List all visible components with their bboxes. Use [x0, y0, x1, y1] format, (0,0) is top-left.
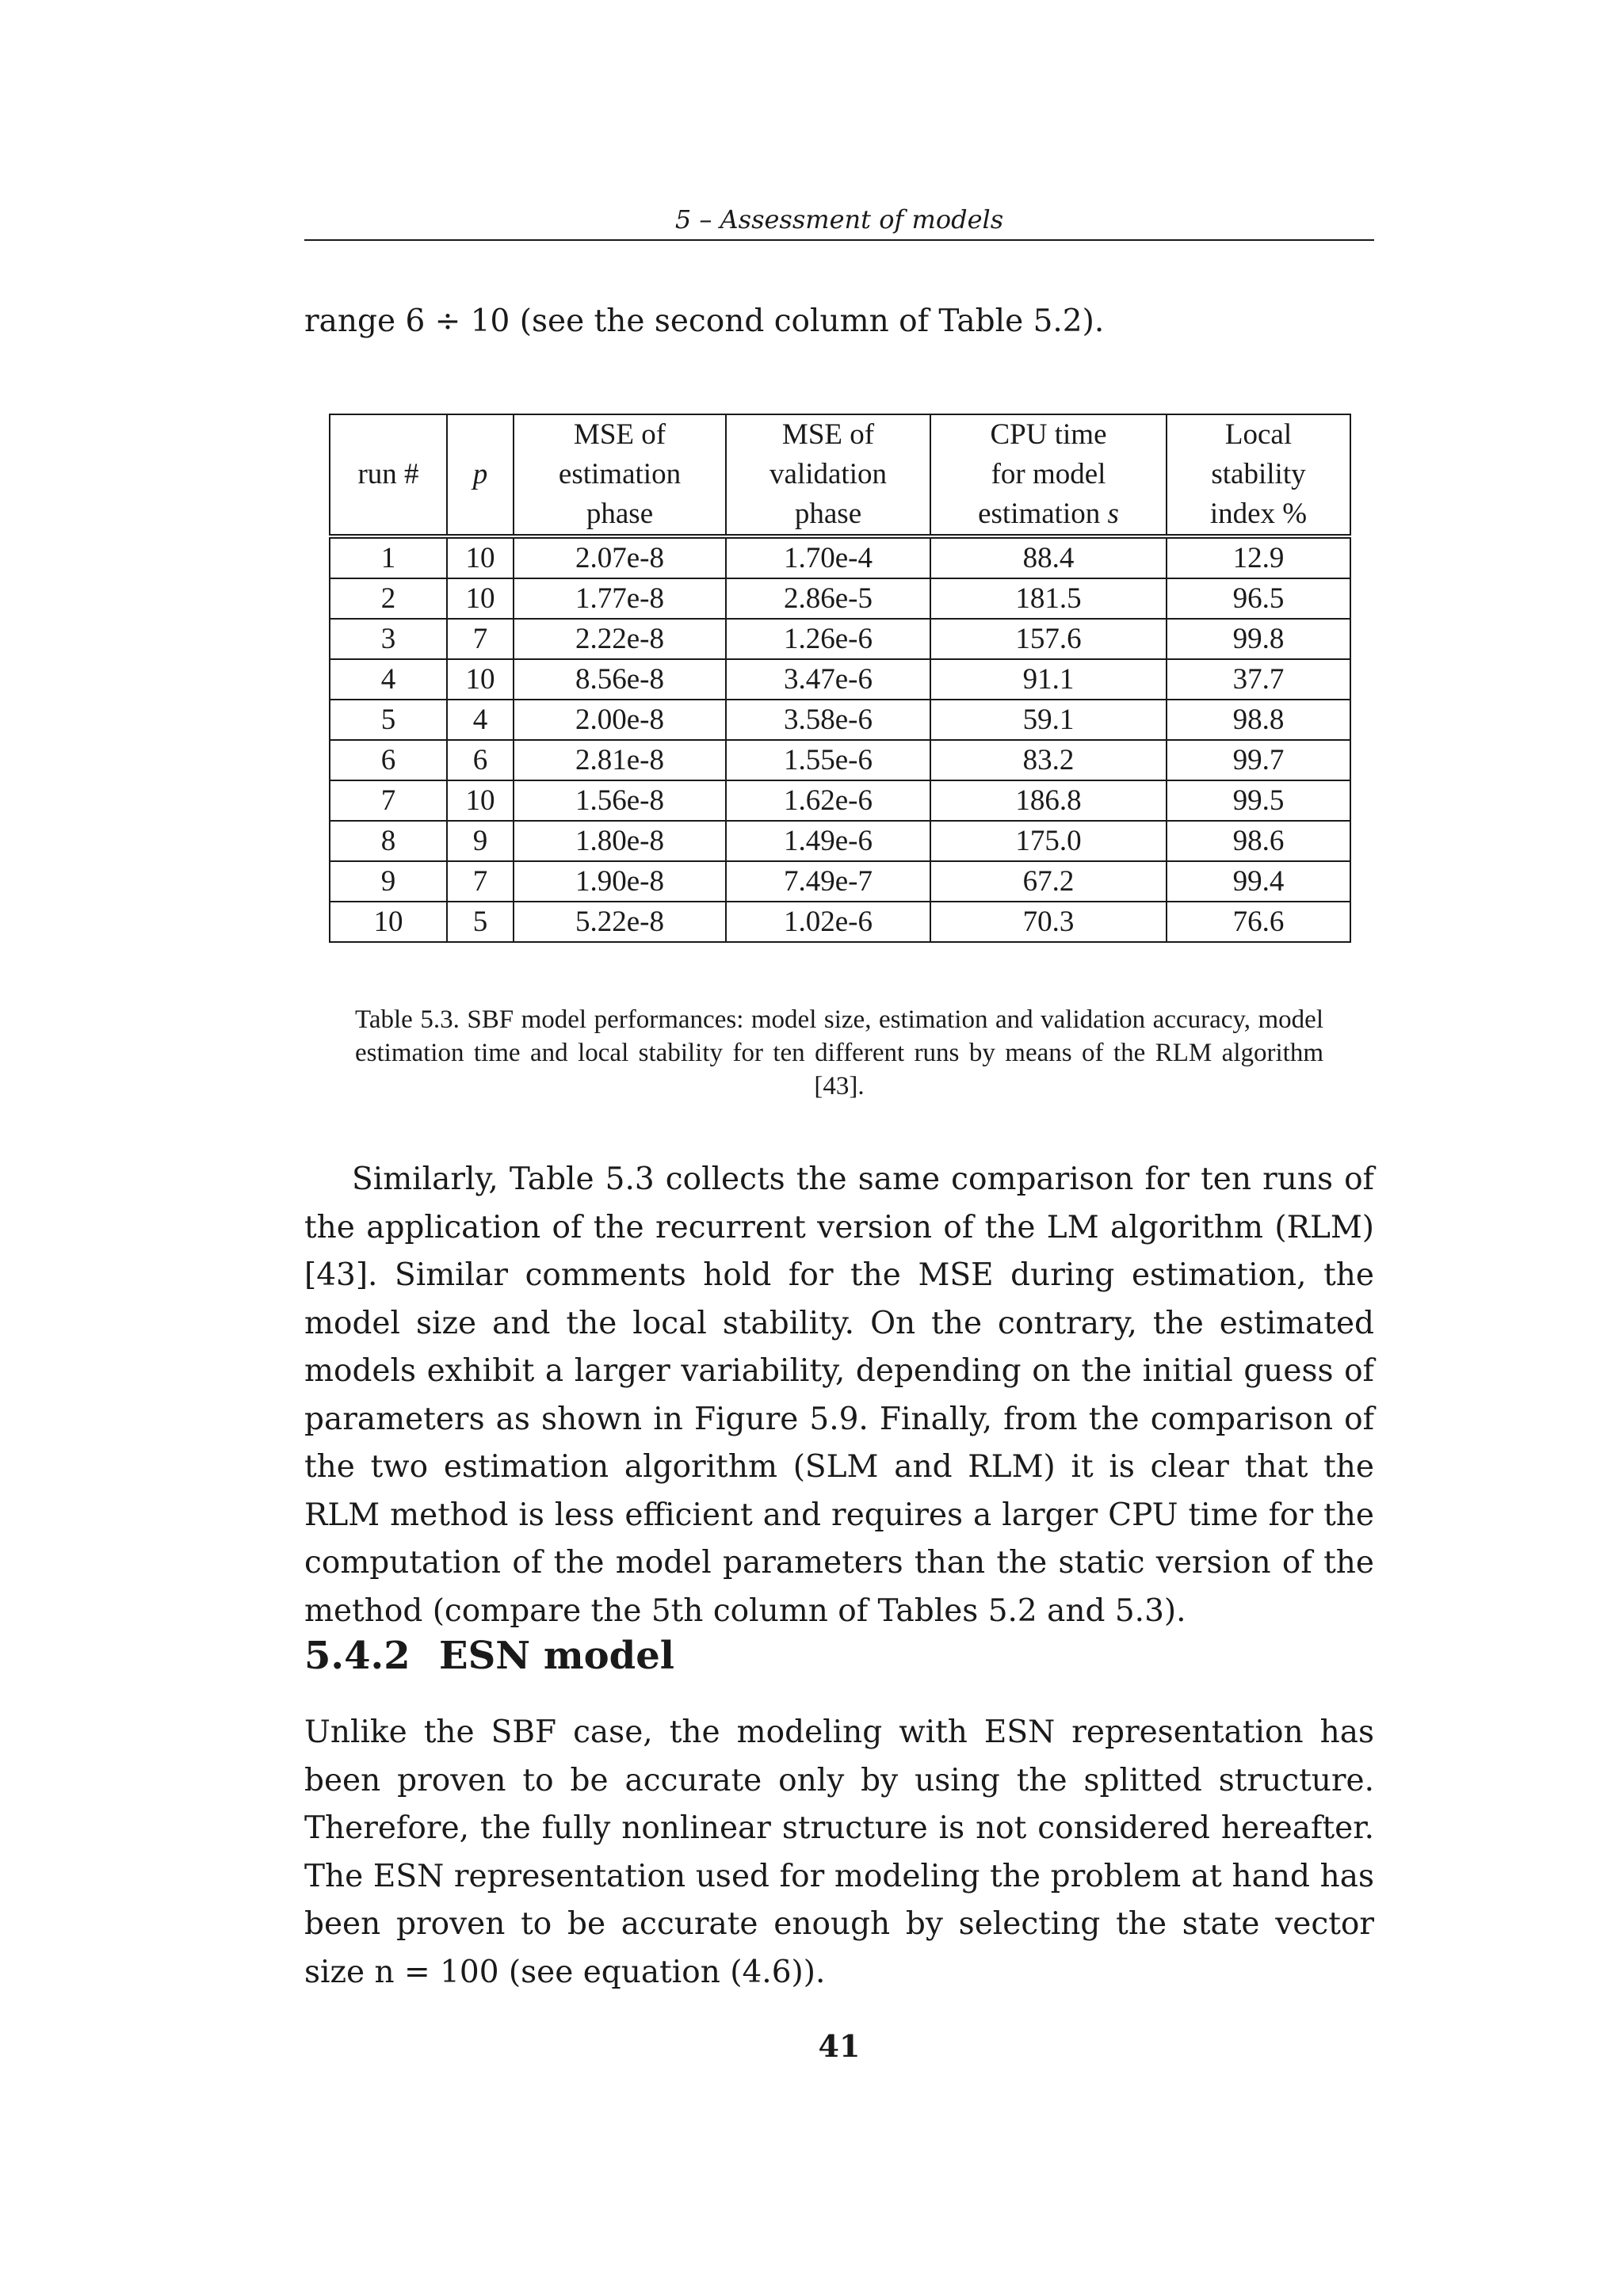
column-header — [330, 414, 447, 536]
table-cell: 1.56e-8 — [514, 780, 726, 821]
page-number: 41 — [818, 2028, 861, 2064]
table-row — [330, 536, 1350, 578]
table-cell: 99.7 — [1167, 740, 1350, 780]
table-row — [330, 902, 1350, 942]
table-cell: 157.6 — [930, 619, 1167, 659]
table-cell: 2.00e-8 — [514, 700, 726, 740]
table-cell: 3.58e-6 — [726, 700, 930, 740]
table-cell: 4 — [447, 700, 514, 740]
column-header — [447, 414, 514, 536]
table-cell: 7 — [330, 780, 447, 821]
table-cell: 10 — [447, 659, 514, 700]
column-header-line: validation — [769, 458, 887, 490]
column-header-line: run # — [357, 458, 419, 490]
table-cell: 181.5 — [930, 578, 1167, 619]
table-cell: 96.5 — [1167, 578, 1350, 619]
table-cell: 10 — [447, 780, 514, 821]
table-cell: 8 — [330, 821, 447, 861]
table-cell: 1.62e-6 — [726, 780, 930, 821]
table-cell: 83.2 — [930, 740, 1167, 780]
paragraph: Similarly, Table 5.3 collects the same comparison for ten runs of the application of the recurrent version of the LM algorithm (RLM) [43]. Similar comments hold for the MSE during estimation, the model size and the local stability. On the contrary, the estimated models exhibit a larger variability, depending on the initial guess of parameters as shown in Figure 5.9. Finally, from the comparison of the two estimation algorithm (SLM and RLM) it is clear that the RLM method is less efficient and requires a larger CPU time for the computation of the model parameters than the static version of the method (compare the 5th column of Tables 5.2 and 5.3). — [304, 1161, 1374, 1629]
table-cell: 8.56e-8 — [514, 659, 726, 700]
table-cell: 1.49e-6 — [726, 821, 930, 861]
table-row — [330, 740, 1350, 780]
table-cell: 6 — [330, 740, 447, 780]
column-header-line: MSE of — [573, 418, 666, 451]
table-row — [330, 619, 1350, 659]
table-cell: 99.4 — [1167, 861, 1350, 902]
table-cell: 1.26e-6 — [726, 619, 930, 659]
column-header — [930, 414, 1167, 536]
table-cell: 99.5 — [1167, 780, 1350, 821]
table-cell: 3.47e-6 — [726, 659, 930, 700]
table-cell: 2.86e-5 — [726, 578, 930, 619]
table-cell: 5.22e-8 — [514, 902, 726, 942]
table-row — [330, 780, 1350, 821]
table-cell: 4 — [330, 659, 447, 700]
table-row — [330, 659, 1350, 700]
table-cell: 3 — [330, 619, 447, 659]
running-header: 5 – Assessment of models — [674, 204, 1004, 235]
table-cell: 1.70e-4 — [726, 536, 930, 578]
column-header-line: phase — [586, 498, 654, 530]
table-cell: 88.4 — [930, 536, 1167, 578]
table-row — [330, 821, 1350, 861]
table-row — [330, 578, 1350, 619]
table-cell: 67.2 — [930, 861, 1167, 902]
table-cell: 7 — [447, 861, 514, 902]
column-header — [1167, 414, 1350, 536]
table-row — [330, 861, 1350, 902]
table-cell: 59.1 — [930, 700, 1167, 740]
table-cell: 2.81e-8 — [514, 740, 726, 780]
table-cell: 10 — [447, 578, 514, 619]
table-cell: 6 — [447, 740, 514, 780]
table-cell: 12.9 — [1167, 536, 1350, 578]
table-cell: 91.1 — [930, 659, 1167, 700]
column-header-line: MSE of — [781, 418, 875, 451]
column-header-line: Local — [1224, 418, 1293, 451]
column-header-line: stability — [1211, 458, 1306, 490]
table-cell: 1.90e-8 — [514, 861, 726, 902]
table-cell: 76.6 — [1167, 902, 1350, 942]
table-row — [330, 700, 1350, 740]
lead-line: range 6 ÷ 10 (see the second column of Table 5.2). — [304, 303, 1105, 339]
table-body — [330, 536, 1350, 942]
table-cell: 5 — [447, 902, 514, 942]
column-header-line: CPU time — [990, 418, 1107, 451]
table-cell: 1.02e-6 — [726, 902, 930, 942]
results-table — [329, 414, 1351, 943]
section-title: ESN model — [439, 1634, 674, 1678]
table-cell: 1.77e-8 — [514, 578, 726, 619]
table-caption: Table 5.3. SBF model performances: model size, estimation and validation accuracy, model estimation time and local stability for ten different runs by means of the RLM algorithm [43]. — [355, 1005, 1323, 1100]
table-cell: 9 — [447, 821, 514, 861]
column-header — [726, 414, 930, 536]
table-cell: 1 — [330, 536, 447, 578]
table-cell: 98.8 — [1167, 700, 1350, 740]
table-cell: 10 — [447, 536, 514, 578]
table-cell: 9 — [330, 861, 447, 902]
column-header-line: for model — [991, 458, 1106, 490]
table-cell: 5 — [330, 700, 447, 740]
table-cell: 1.55e-6 — [726, 740, 930, 780]
table-cell: 2.07e-8 — [514, 536, 726, 578]
table-cell: 37.7 — [1167, 659, 1350, 700]
table-cell: 7.49e-7 — [726, 861, 930, 902]
table-cell: 7 — [447, 619, 514, 659]
header-rule — [304, 239, 1374, 241]
table-cell: 186.8 — [930, 780, 1167, 821]
column-header-line: phase — [794, 498, 862, 530]
column-header-line: estimation — [558, 458, 682, 490]
table-header — [330, 414, 1350, 536]
column-header — [514, 414, 726, 536]
table-cell: 2 — [330, 578, 447, 619]
table-cell: 98.6 — [1167, 821, 1350, 861]
table-cell: 175.0 — [930, 821, 1167, 861]
paragraph: Unlike the SBF case, the modeling with ESN representation has been proven to be accurate only by using the splitted structure. Therefore, the fully nonlinear structure is not considered hereafter. The ESN representation used for modeling the problem at hand has been proven to be accurate enough by selecting the state vector size n = 100 (see equation (4.6)). — [304, 1714, 1374, 1990]
table-cell: 70.3 — [930, 902, 1167, 942]
column-header-line: p — [472, 458, 488, 490]
section-number: 5.4.2 — [304, 1634, 411, 1678]
table-cell: 10 — [330, 902, 447, 942]
column-header-line: index % — [1209, 498, 1308, 530]
table-cell: 2.22e-8 — [514, 619, 726, 659]
table-cell: 99.8 — [1167, 619, 1350, 659]
table-cell: 1.80e-8 — [514, 821, 726, 861]
column-header-line: estimation s — [978, 498, 1119, 530]
section-heading — [304, 1632, 674, 1680]
